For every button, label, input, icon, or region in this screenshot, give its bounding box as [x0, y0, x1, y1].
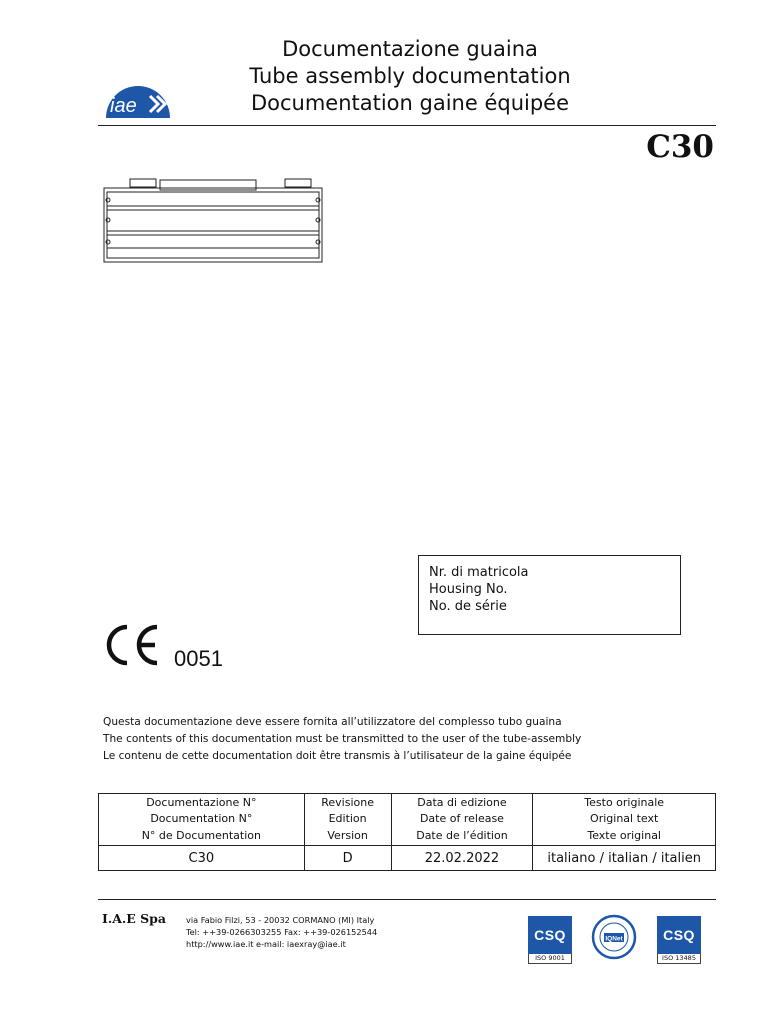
csq-logo-icon: CSQ: [657, 916, 701, 954]
title-french: Documentation gaine équipée: [250, 91, 570, 115]
cert-iso9001: [528, 916, 572, 964]
header-release-date: Data di edizione Date of release Date de l’édition: [391, 794, 533, 846]
cert-caption: ISO 9001: [528, 954, 572, 964]
serial-label-english: Housing No.: [429, 582, 508, 597]
company-name: I.A.E Spa: [102, 911, 166, 926]
title-english: Tube assembly documentation: [249, 64, 571, 88]
cert-iso13485: [657, 916, 701, 964]
csq-logo-icon: CSQ: [528, 916, 572, 954]
distribution-notice: [103, 714, 703, 765]
table-header-row: [99, 794, 716, 846]
phone-fax-line: Tel: ++39-0266303255 Fax: ++39-026152544: [186, 927, 378, 937]
company-address: [186, 914, 377, 950]
value-release-date: 22.02.2022: [391, 846, 533, 871]
value-revision: D: [304, 846, 391, 871]
footer-divider: [98, 899, 716, 900]
title-italian: Documentazione guaina: [282, 37, 538, 61]
iae-logo: [100, 66, 176, 118]
svg-text:IQNet: IQNet: [605, 935, 623, 943]
documentation-table: [98, 793, 716, 871]
notice-english: The contents of this documentation must be transmitted to the user of the tube-assembly: [103, 733, 582, 745]
web-email-line: http://www.iae.it e-mail: iaexray@iae.it: [186, 939, 346, 949]
header-doc-number: Documentazione N° Documentation N° N° de Documentation: [99, 794, 305, 846]
document-title: [200, 36, 620, 117]
ce-mark-icon: [101, 622, 161, 668]
value-doc-number: C30: [99, 846, 305, 871]
header-revision: Revisione Edition Version: [304, 794, 391, 846]
notice-italian: Questa documentazione deve essere fornita all’utilizzatore del complesso tubo guaina: [103, 716, 562, 728]
logo-text: iae: [110, 95, 137, 117]
notice-french: Le contenu de cette documentation doit être transmis à l’utilisateur de la gaine équipée: [103, 750, 572, 762]
iqnet-seal-icon: [591, 914, 637, 960]
serial-number-box: [418, 555, 681, 635]
value-original-text: italiano / italian / italien: [533, 846, 716, 871]
header-original-text: Testo originale Original text Texte original: [533, 794, 716, 846]
address-line: via Fabio Filzi, 53 - 20032 CORMANO (MI) Italy: [186, 915, 375, 925]
tube-housing-drawing: [98, 176, 330, 266]
model-code: C30: [646, 129, 714, 165]
table-values-row: [99, 846, 716, 871]
serial-label-french: No. de série: [429, 599, 507, 614]
serial-label-italian: Nr. di matricola: [429, 565, 529, 580]
cert-caption: ISO 13485: [657, 954, 701, 964]
header-divider: [98, 125, 716, 126]
notified-body-number: 0051: [174, 646, 223, 671]
